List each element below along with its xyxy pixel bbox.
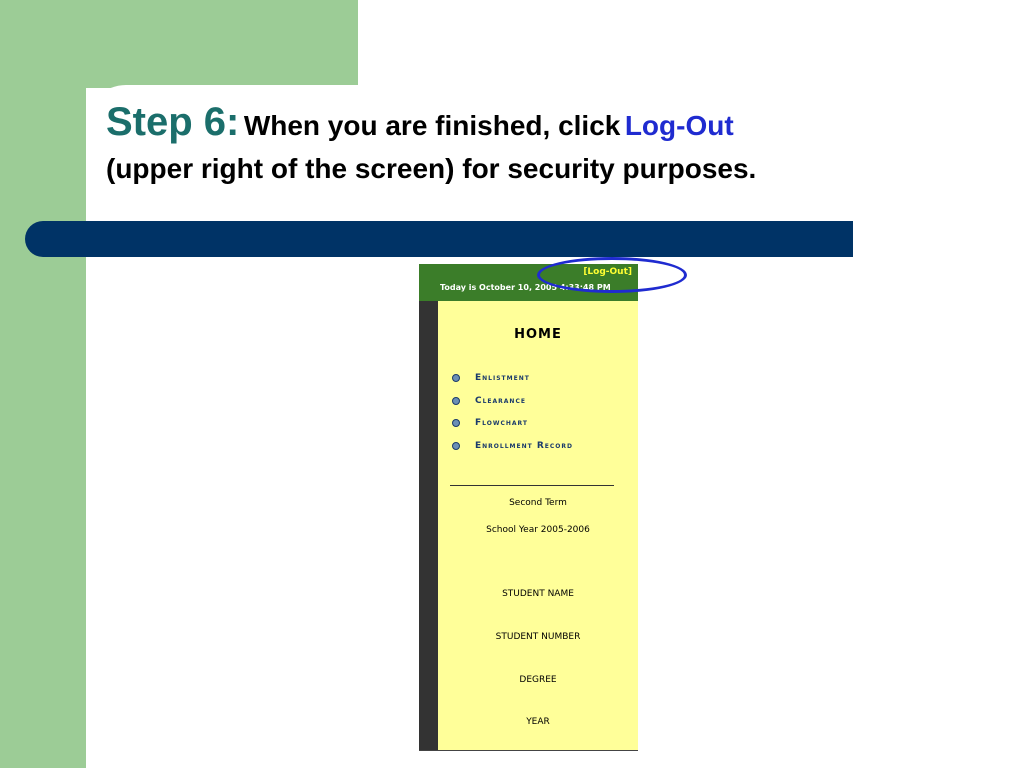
degree-label: DEGREE <box>519 675 557 685</box>
menu-item-clearance[interactable] <box>452 390 573 413</box>
school-year-text: School Year 2005-2006 <box>486 525 590 535</box>
menu-item-label: Enrollment Record <box>475 440 573 451</box>
menu-item-flowchart[interactable] <box>452 412 573 435</box>
student-name-label: STUDENT NAME <box>502 589 574 599</box>
menu-item-enlistment[interactable] <box>452 367 573 390</box>
step-label: Step 6: <box>106 100 240 144</box>
menu-item-enrollment-record[interactable] <box>452 435 573 458</box>
title-instruction: When you are finished, click <box>243 110 621 141</box>
title-instruction-continued: (upper right of the screen) for security purposes. <box>106 153 757 184</box>
bullet-icon <box>452 397 460 405</box>
date-text: Today is October 10, 2005 4:33:48 PM <box>440 283 611 292</box>
divider <box>450 485 614 486</box>
logout-link[interactable]: [Log-Out] <box>583 267 632 277</box>
title-logout-highlight: Log-Out <box>624 110 734 141</box>
menu-item-label: Enlistment <box>475 373 530 384</box>
bullet-icon <box>452 374 460 382</box>
embedded-screenshot <box>419 264 638 751</box>
student-number-label: STUDENT NUMBER <box>495 632 581 642</box>
screenshot-sidebar <box>419 301 438 750</box>
bullet-icon <box>452 442 460 450</box>
top-decorative-bar <box>0 0 358 88</box>
menu-item-label: Clearance <box>475 395 526 406</box>
year-label: YEAR <box>526 717 550 727</box>
title-underline-bar <box>25 221 853 257</box>
left-decorative-bar <box>0 0 86 768</box>
term-text: Second Term <box>509 498 567 508</box>
slide-title <box>106 100 966 185</box>
bullet-icon <box>452 419 460 427</box>
home-heading: HOME <box>514 327 562 342</box>
menu-item-label: Flowchart <box>475 418 528 429</box>
logout-highlight-ellipse <box>537 257 687 293</box>
home-menu <box>452 367 573 457</box>
